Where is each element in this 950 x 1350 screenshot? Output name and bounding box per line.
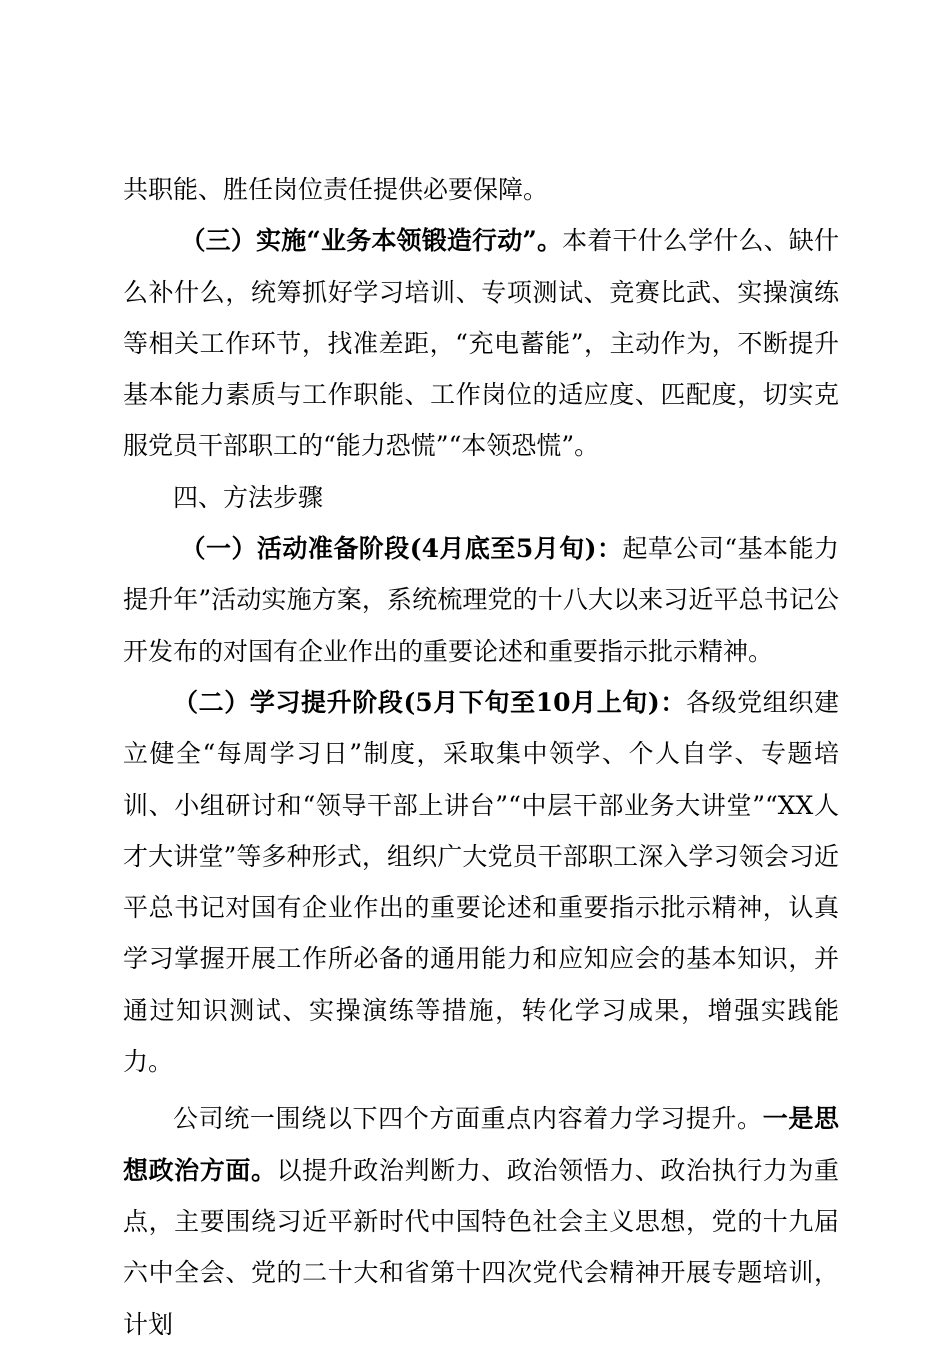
paragraph-text: 起草公司“基本能力提升年”活动实施方案，系统梳理党的十八大以来习近平总书记公开发布的对国有企业作出的重要论述和重要指示批示精神。 xyxy=(123,534,839,666)
paragraph-text: 以提升政治判断力、政治领悟力、政治执行力为重点，主要围绕习近平新时代中国特色社会主义思想，党的十九届六中全会、党的二十大和省第十四次党代会精神开展专题培训，计划 xyxy=(123,1155,839,1339)
section-heading-3: （三）实施“业务本领锻造行动”。 xyxy=(180,226,563,256)
paragraph-text: 各级党组织建立健全“每周学习日”制度，采取集中领学、个人自学、专题培训、小组研讨和“领导干部上讲台”“中层干部业务大讲堂”“XX人才大讲堂”等多种形式，组织广大党员干部职工深入学习领会习近平总书记对国有企业作出的重要论述和重要指示批示精神，认真学习掌握开展工作所必备的通用能力和应知应会的基本知识，并通过知识测试、实操演练等措施，转化学习成果，增强实践能力。 xyxy=(123,687,839,1077)
paragraph-four-aspects xyxy=(123,1093,839,1349)
paragraph-text: 共职能、胜任岗位责任提供必要保障。 xyxy=(123,175,549,204)
paragraph-business-skills xyxy=(123,215,839,471)
stage-heading-2: （二）学习提升阶段(5月下旬至10月上旬)： xyxy=(173,687,686,717)
paragraph-lead-text: 公司统一围绕以下四个方面重点内容着力学习提升。 xyxy=(173,1104,763,1134)
paragraph-continuation xyxy=(123,164,839,215)
paragraph-study-stage xyxy=(123,677,839,1087)
section-title-text: 四、方法步骤 xyxy=(173,482,324,512)
stage-heading-1: （一）活动准备阶段(4月底至5月旬)： xyxy=(180,534,623,564)
document-body xyxy=(123,164,839,1350)
section-title-methods xyxy=(123,472,839,523)
paragraph-prep-stage xyxy=(123,523,839,677)
paragraph-text: 本着干什么学什么、缺什么补什么，统筹抓好学习培训、专项测试、竞赛比武、实操演练等相关工作环节，找准差距，“充电蓄能”，主动作为，不断提升基本能力素质与工作职能、工作岗位的适应度、匹配度，切实克服党员干部职工的“能力恐慌”“本领恐慌”。 xyxy=(123,226,839,461)
aspect-heading-1: 一是思想政治方面。 xyxy=(123,1104,839,1185)
